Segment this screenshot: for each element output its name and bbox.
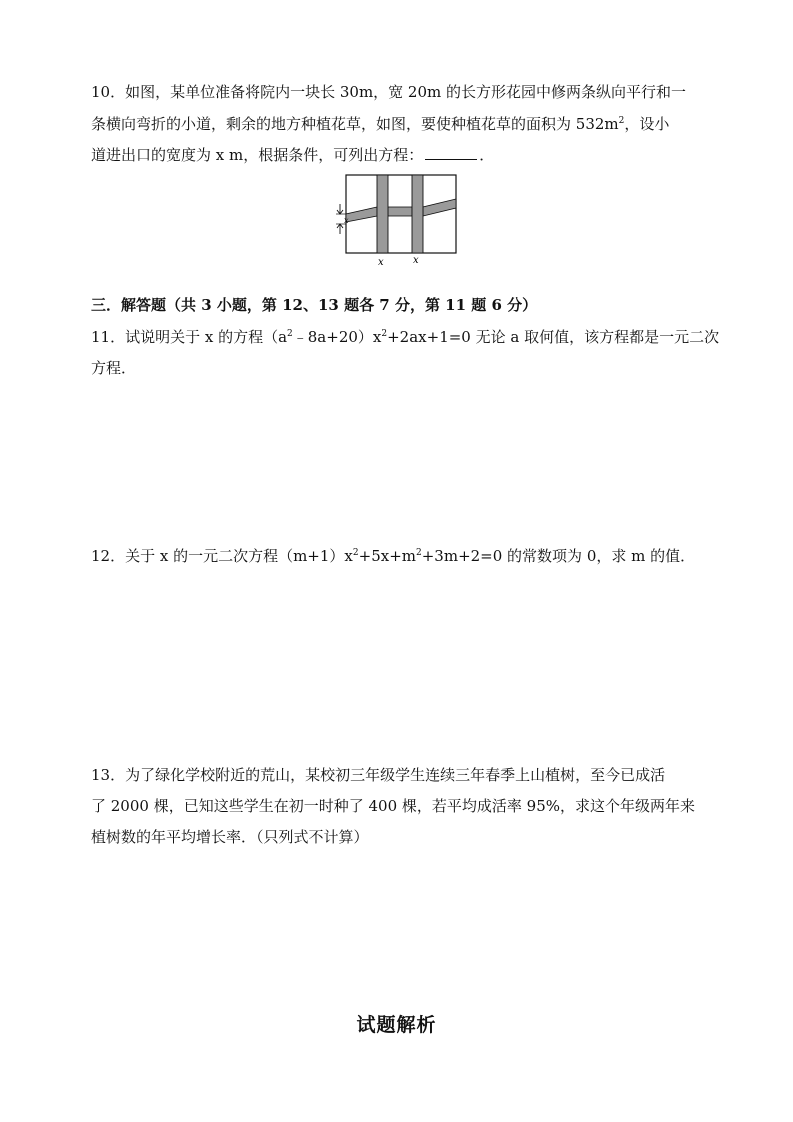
q11-text-1a: 11．试说明关于 x 的方程（a — [91, 328, 288, 346]
q12-text-c: +3m+2=0 的常数项为 0，求 m 的值． — [421, 547, 696, 565]
q13-line-1 — [91, 765, 706, 785]
q11-sup-2: 2 — [381, 329, 388, 339]
q10-superscript: 2 — [618, 116, 625, 126]
q13-line-2 — [91, 796, 706, 816]
q11-text-1b: ﹣8a+20）x — [292, 328, 382, 346]
section-heading-text: 三．解答题（共 3 小题，第 12、13 题各 7 分，第 11 题 6 分） — [91, 296, 538, 314]
q10-text-2a: 条横向弯折的小道，剩余的地方种植花草，如图，要使种植花草的面积为 532m — [91, 115, 619, 133]
section-heading — [91, 295, 706, 315]
horizontal-path-middle — [388, 207, 412, 216]
garden-figure — [330, 172, 460, 270]
q11-sup-1: 2 — [287, 329, 293, 339]
q10-text-1: 10．如图，某单位准备将院内一块长 30m，宽 20m 的长方形花园中修两条纵向平行和一 — [91, 83, 687, 101]
q10-text-2b: ，设小 — [624, 115, 670, 133]
answer-blank[interactable] — [425, 145, 477, 160]
q13-line-3 — [91, 827, 706, 847]
vertical-path-1 — [377, 175, 388, 253]
q10-text-3b: ． — [479, 146, 495, 164]
q13-text-1: 13．为了绿化学校附近的荒山，某校初三年级学生连续三年春季上山植树，至今已成活 — [91, 766, 666, 784]
q11-text-1c: +2ax+1=0 无论 a 取何值，该方程都是一元二次 — [387, 328, 720, 346]
q12-line — [91, 546, 706, 566]
q12-sup-1: 2 — [352, 548, 359, 558]
q10-line-1 — [91, 82, 706, 102]
analysis-title: 试题解析 — [356, 1014, 437, 1036]
q12-sup-2: 2 — [416, 548, 422, 558]
q13-text-2: 了 2000 棵，已知这些学生在初一时种了 400 棵，若平均成活率 95%，求这个年级两年来 — [91, 797, 695, 815]
q10-line-3 — [91, 145, 706, 165]
q10-line-2 — [91, 114, 706, 134]
vertical-path-2 — [412, 175, 423, 253]
q12-text-b: +5x+m — [358, 547, 416, 565]
bottom-x-label-2: x — [413, 255, 419, 266]
q10-text-3a: 道进出口的宽度为 x m，根据条件，可列出方程： — [91, 146, 424, 164]
q13-text-3: 植树数的年平均增长率．（只列式不计算） — [91, 828, 369, 846]
side-x-label: x — [344, 216, 349, 225]
bottom-x-label-1: x — [378, 257, 384, 268]
q11-line-2 — [91, 358, 706, 378]
q11-text-2: 方程． — [91, 359, 137, 377]
q12-text-a: 12．关于 x 的一元二次方程（m+1）x — [91, 547, 353, 565]
q11-line-1 — [91, 327, 720, 347]
